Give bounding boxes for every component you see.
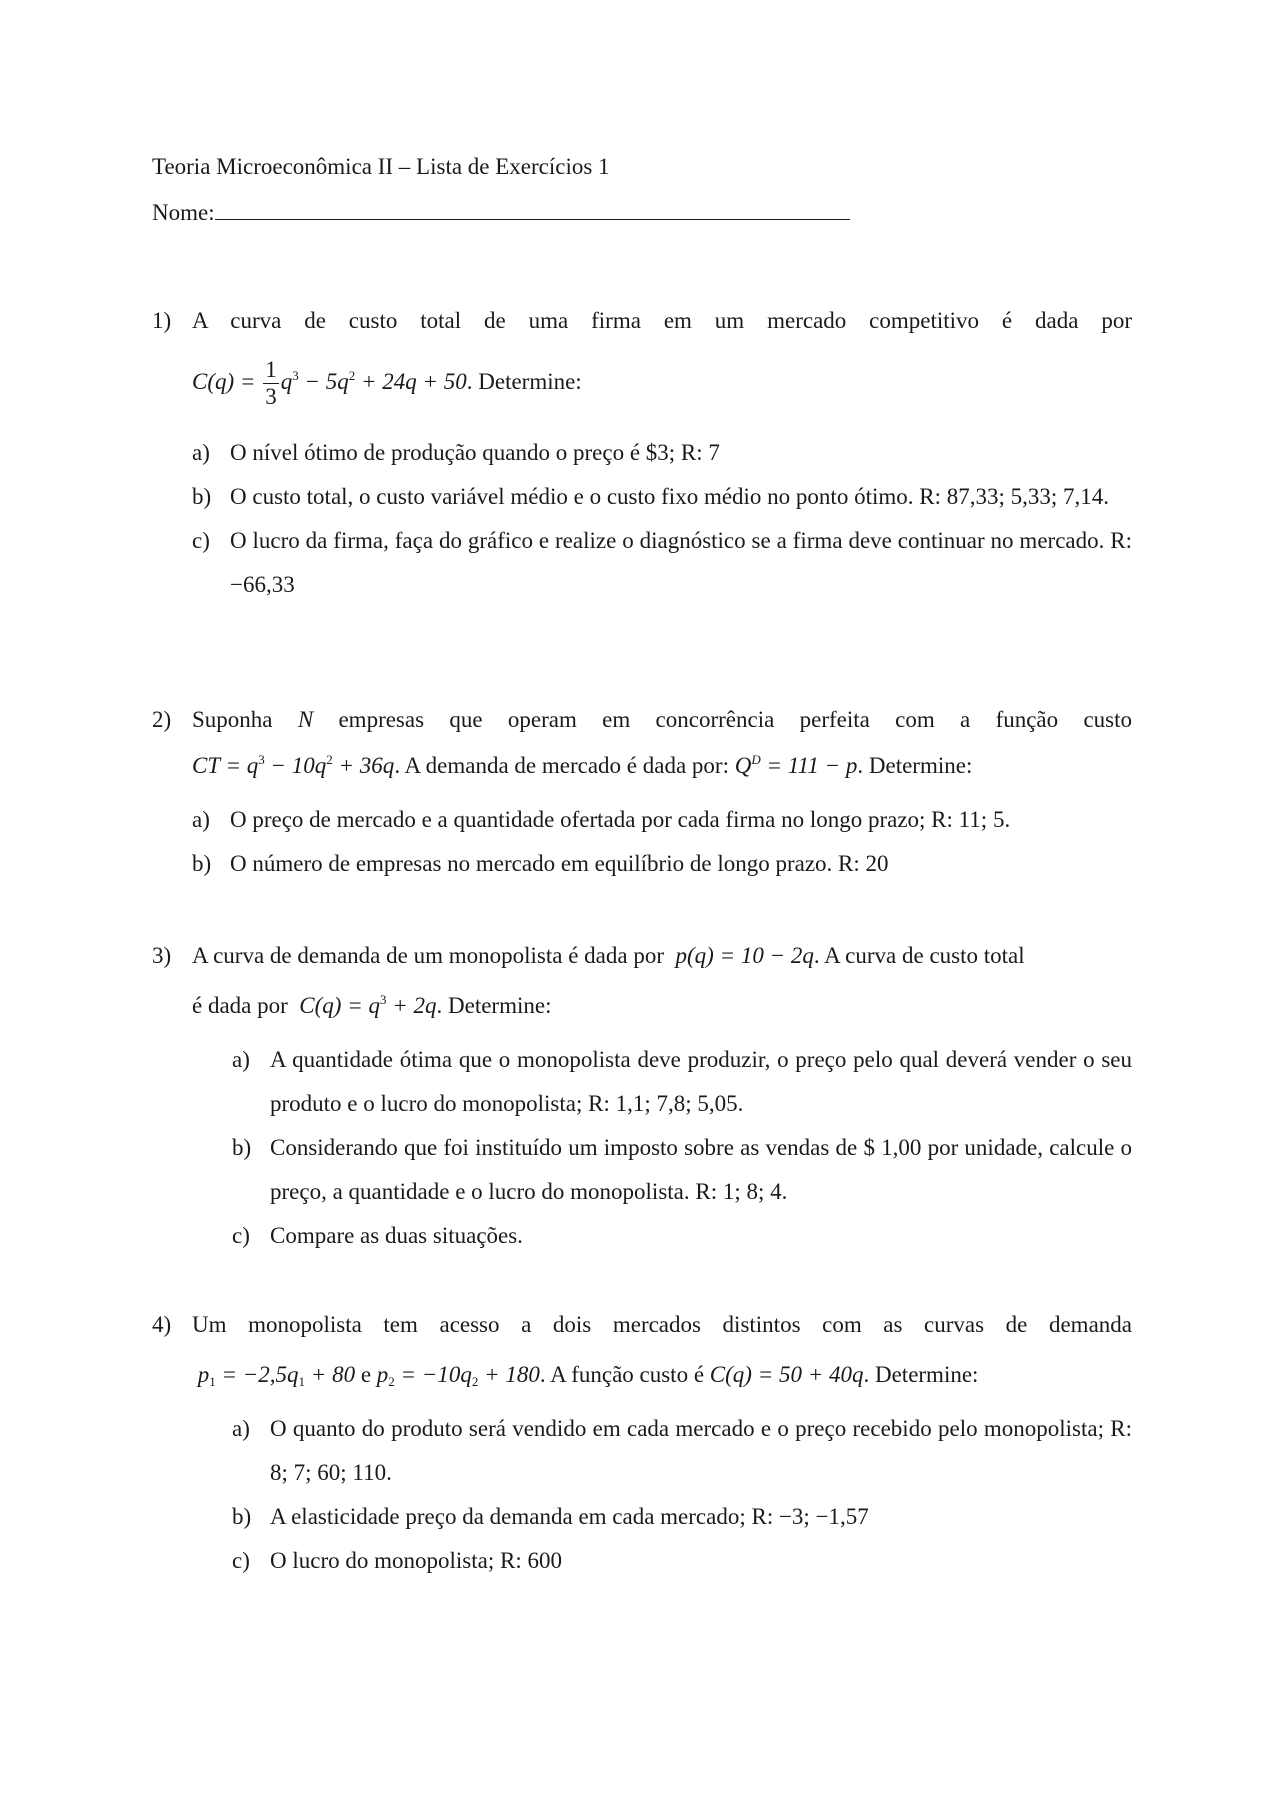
question-number: 4) [152, 1312, 172, 1337]
question-text: A curva de custo total de uma firma em um mercado competitivo é dada por [192, 308, 1132, 333]
list-item: b) A elasticidade preço da demanda em cada mercado; R: −3; −1,57 [232, 1504, 869, 1529]
question-1 [152, 307, 1132, 607]
fraction: $\frac{1}{3}$ [265, 357, 277, 409]
question-text: Um monopolista tem acesso a dois mercados distintos com as curvas de demanda [192, 1312, 1132, 1337]
question-3 [152, 942, 1132, 1258]
sub-items [192, 798, 1132, 886]
question-text: Suponha N empresas que operam em concorrência perfeita com a função custo [192, 707, 1133, 732]
cost-and-demand-equations: CT = $q^3 - 10q^2 + 36q$. A demanda de mercado é dada por: $Q^D = 111 - p$. Determine: [192, 752, 973, 778]
sub-items [232, 1038, 1132, 1258]
question-number: 2) [152, 707, 172, 732]
document-title: Teoria Microeconômica II – Lista de Exercícios 1 [152, 154, 610, 179]
question-text: A curva de demanda de um monopolista é dada por p(q) = 10 − 2q. A curva de custo total [192, 943, 1025, 968]
name-blank-line[interactable] [215, 199, 850, 220]
list-item: a) O preço de mercado e a quantidade ofertada por cada firma no longo prazo; R: 11; 5. [192, 807, 1011, 832]
question-4 [152, 1311, 1132, 1583]
cost-equation: C(q) = $\frac{1}{3}$ $q^3 - 5q^2 + 24q + 50$. Determine: [192, 357, 582, 409]
list-item: a) O nível ótimo de produção quando o preço é $3; R: 7 [192, 440, 720, 465]
list-item: a) O quanto do produto será vendido em cada mercado e o preço recebido pelo monopolista; R: 8; 7; 60; 110. [232, 1416, 1132, 1485]
header [152, 153, 1132, 245]
list-item: b) O custo total, o custo variável médio e o custo fixo médio no ponto ótimo. R: 87,33; 5,33; 7,14. [192, 484, 1110, 509]
list-item: c) Compare as duas situações. [232, 1223, 523, 1248]
question-number: 1) [152, 308, 172, 333]
list-item: a) A quantidade ótima que o monopolista deve produzir, o preço pelo qual deverá vender o seu produto e o lucro do monopolista; R: 1,1; 7,8; 5,05. [232, 1047, 1132, 1116]
sub-items [232, 1407, 1132, 1583]
list-item: c) O lucro do monopolista; R: 600 [232, 1548, 562, 1573]
list-item: b) Considerando que foi instituído um imposto sobre as vendas de $ 1,00 por unidade, calcule o preço, a quantidade e o lucro do monopolista. R: 1; 8; 4. [232, 1135, 1132, 1204]
name-label: Nome: [152, 200, 215, 225]
list-item: c) O lucro da firma, faça do gráfico e realize o diagnóstico se a firma deve continuar no mercado. R: −66,33 [192, 528, 1132, 597]
sub-items [192, 431, 1132, 607]
question-number: 3) [152, 943, 172, 968]
demand-and-cost-equations: $p_1 = -2,5q_1 + 80$ e $p_2 = -10q_2 + 180$. A função custo é C(q) = 50 + 40q. Determine: [197, 1362, 979, 1389]
list-item: b) O número de empresas no mercado em equilíbrio de longo prazo. R: 20 [192, 851, 889, 876]
cost-equation: é dada por $C(q) = q^3 + 2q$. Determine: [192, 992, 552, 1018]
name-field[interactable] [152, 199, 1132, 245]
question-2 [152, 706, 1132, 886]
